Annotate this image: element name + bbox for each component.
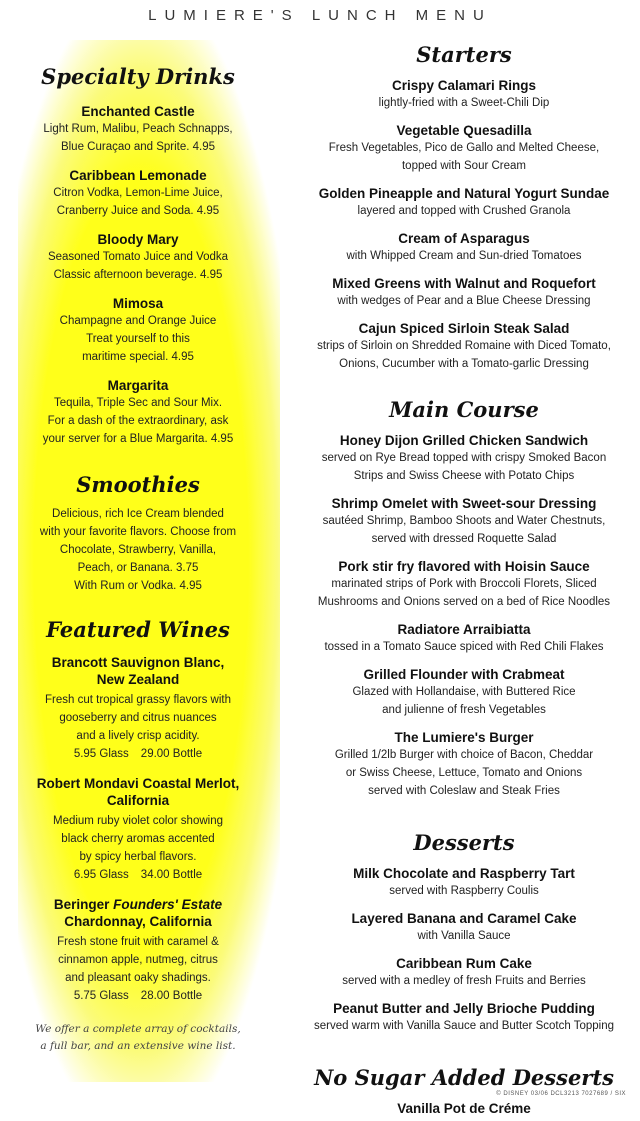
smoothie-desc-line: Peach, or Banana. 3.75 (77, 562, 199, 574)
section-title-specialty-drinks: Specialty Drinks (41, 64, 235, 89)
drink-item (28, 103, 248, 156)
wine-name: New Zealand (96, 672, 180, 687)
menu-item (300, 230, 628, 265)
drink-desc-line: your server for a Blue Margarita. 4.95 (42, 433, 234, 445)
menu-item-desc: Onions, Cucumber with a Tomato-garlic Dressing (339, 358, 589, 370)
smoothies-description (28, 505, 248, 595)
wine-desc-line: gooseberry and citrus nuances (59, 712, 217, 724)
menu-item-name: Peanut Butter and Jelly Brioche Pudding (333, 1001, 595, 1016)
menu-item (300, 185, 628, 220)
wine-desc-line: Medium ruby violet color showing (52, 815, 224, 827)
drink-desc-line: Tequila, Triple Sec and Sour Mix. (53, 397, 223, 409)
menu-item-name: Pork stir fry flavored with Hoisin Sauce (338, 559, 590, 574)
wine-item (28, 896, 248, 1005)
menu-item-desc: topped with Sour Cream (401, 160, 526, 172)
drink-item (28, 377, 248, 448)
menu-item-name: Grilled Flounder with Crabmeat (363, 667, 565, 682)
note-line: We offer a complete array of cocktails, (35, 1023, 241, 1035)
smoothie-desc-line: Chocolate, Strawberry, Vanilla, (59, 544, 217, 556)
menu-item-name: Honey Dijon Grilled Chicken Sandwich (339, 433, 589, 448)
drink-desc-line: Classic afternoon beverage. 4.95 (53, 269, 223, 281)
menu-item-desc: strips of Sirloin on Shredded Romaine with Diced Tomato, (317, 340, 611, 352)
drink-desc-line: Seasoned Tomato Juice and Vodka (47, 251, 229, 263)
menu-item-name: Crispy Calamari Rings (391, 78, 537, 93)
menu-item-name: Golden Pineapple and Natural Yogurt Sundae (318, 186, 610, 201)
smoothie-desc-line: with your favorite flavors. Choose from (39, 526, 237, 538)
menu-item (300, 955, 628, 990)
drink-desc-line: Cranberry Juice and Soda. 4.95 (56, 205, 220, 217)
menu-item (300, 666, 628, 719)
smoothie-desc-line: With Rum or Vodka. 4.95 (74, 580, 202, 592)
drink-desc-line: Treat yourself to this (86, 333, 190, 345)
drink-desc-line: Citron Vodka, Lemon-Lime Juice, (53, 187, 223, 199)
menu-item-desc: Mushrooms and Onions served on a bed of Rice Noodles (317, 596, 611, 608)
wine-glass-price: 6.95 Glass (73, 869, 129, 881)
menu-item (300, 122, 628, 175)
section-title-no-sugar-desserts: No Sugar Added Desserts (314, 1065, 614, 1090)
wine-desc-line: black cherry aromas accented (61, 833, 215, 845)
wine-desc-line: Fresh cut tropical grassy flavors with (45, 694, 231, 706)
menu-item-desc: served with Coleslaw and Steak Fries (368, 785, 560, 797)
drink-name: Caribbean Lemonade (69, 168, 207, 183)
menu-item-desc: with wedges of Pear and a Blue Cheese Dressing (337, 295, 591, 307)
menu-item-name: Vegetable Quesadilla (396, 123, 532, 138)
menu-item-desc: Grilled 1/2lb Burger with choice of Bacon, Cheddar (334, 749, 594, 761)
menu-item-name: Mixed Greens with Walnut and Roquefort (332, 276, 596, 291)
menu-item (300, 320, 628, 373)
drink-desc-line: Champagne and Orange Juice (59, 315, 217, 327)
drink-name: Mimosa (112, 296, 164, 311)
menu-item (300, 77, 628, 112)
menu-item-desc: Strips and Swiss Cheese with Potato Chips (353, 470, 575, 482)
menu-item (300, 1100, 628, 1117)
menu-item-name: Milk Chocolate and Raspberry Tart (353, 866, 575, 881)
wine-list-note (28, 1021, 248, 1055)
menu-item-desc: served with a medley of fresh Fruits and Berries (342, 975, 586, 987)
wine-name: California (106, 793, 170, 808)
drink-name: Enchanted Castle (81, 104, 195, 119)
section-title-main-course: Main Course (389, 397, 539, 422)
menu-item-desc: tossed in a Tomato Sauce spiced with Red Chili Flakes (324, 641, 604, 653)
wine-name (28, 896, 248, 913)
menu-item-desc: Glazed with Hollandaise, with Buttered Rice (352, 686, 576, 698)
section-title-featured-wines: Featured Wines (46, 617, 230, 642)
menu-item-desc: layered and topped with Crushed Granola (357, 205, 571, 217)
wine-desc-line: Fresh stone fruit with caramel & (57, 936, 219, 948)
wine-price-line (28, 866, 248, 884)
menu-item (300, 1000, 628, 1035)
menu-item-desc: sautéed Shrimp, Bamboo Shoots and Water Chestnuts, (322, 515, 606, 527)
section-title-desserts: Desserts (413, 830, 515, 855)
page-title: LUMIERE'S LUNCH MENU (148, 7, 492, 24)
footer-code: © DISNEY 03/06 DCL3213 7027689 / SIX (496, 1091, 626, 1097)
menu-item-desc: served with dressed Roquette Salad (371, 533, 557, 545)
wine-bottle-price: 28.00 Bottle (140, 990, 203, 1002)
menu-item-desc: with Vanilla Sauce (417, 930, 511, 942)
menu-item-name: Cajun Spiced Sirloin Steak Salad (358, 321, 570, 336)
menu-item-name: Cream of Asparagus (398, 231, 530, 246)
drink-desc-line: maritime special. 4.95 (82, 351, 194, 363)
menu-item-name: Shrimp Omelet with Sweet-sour Dressing (331, 496, 597, 511)
smoothie-desc-line: Delicious, rich Ice Cream blended (52, 508, 224, 520)
menu-item-desc: served with Raspberry Coulis (389, 885, 539, 897)
wine-price-line (28, 745, 248, 763)
menu-item (300, 558, 628, 611)
menu-item-desc: or Swiss Cheese, Lettuce, Tomato and Onions (345, 767, 583, 779)
drinks-column (28, 64, 248, 1055)
wine-name-part: Beringer (53, 897, 114, 912)
wine-glass-price: 5.95 Glass (73, 748, 129, 760)
drink-item (28, 167, 248, 220)
drink-name: Bloody Mary (97, 232, 179, 247)
menu-item (300, 865, 628, 900)
wine-desc-line: cinnamon apple, nutmeg, citrus (58, 954, 218, 966)
wine-name: Brancott Sauvignon Blanc, (51, 655, 225, 670)
drink-desc-line: Blue Curaçao and Sprite. 4.95 (60, 141, 216, 153)
wine-desc-line: and a lively crisp acidity. (76, 730, 200, 742)
wine-glass-price: 5.75 Glass (73, 990, 129, 1002)
menu-item (300, 621, 628, 656)
wine-item (28, 775, 248, 884)
wine-desc-line: and pleasant oaky shadings. (65, 972, 211, 984)
section-title-starters: Starters (416, 42, 512, 67)
drink-item (28, 231, 248, 284)
menu-item-name: Layered Banana and Caramel Cake (351, 911, 577, 926)
menu-item (300, 432, 628, 485)
menu-item-desc: and julienne of fresh Vegetables (382, 704, 546, 716)
wine-desc-line: by spicy herbal flavors. (79, 851, 197, 863)
drink-desc-line: For a dash of the extraordinary, ask (47, 415, 229, 427)
menu-item-desc: with Whipped Cream and Sun-dried Tomatoes (346, 250, 582, 262)
menu-item-desc: Fresh Vegetables, Pico de Gallo and Melted Cheese, (328, 142, 600, 154)
menu-item-desc: served on Rye Bread topped with crispy Smoked Bacon (321, 452, 607, 464)
menu-item-desc: served warm with Vanilla Sauce and Butter Scotch Topping (313, 1020, 615, 1032)
note-line: a full bar, and an extensive wine list. (40, 1040, 236, 1052)
wine-price-line (28, 987, 248, 1005)
menu-item-name: The Lumiere's Burger (394, 730, 534, 745)
menu-item (300, 495, 628, 548)
wine-bottle-price: 29.00 Bottle (140, 748, 203, 760)
drink-desc-line: Light Rum, Malibu, Peach Schnapps, (43, 123, 233, 135)
menu-item-name: Vanilla Pot de Créme (397, 1101, 531, 1116)
wine-name: Robert Mondavi Coastal Merlot, (36, 776, 240, 791)
menu-item (300, 275, 628, 310)
wine-item (28, 654, 248, 763)
drink-name: Margarita (107, 378, 169, 393)
menu-item (300, 729, 628, 800)
food-column (300, 42, 628, 1117)
wine-bottle-price: 34.00 Bottle (140, 869, 203, 881)
section-title-smoothies: Smoothies (76, 472, 200, 497)
menu-item-desc: lightly-fried with a Sweet-Chili Dip (378, 97, 550, 109)
menu-item-name: Caribbean Rum Cake (396, 956, 532, 971)
menu-item-desc: marinated strips of Pork with Broccoli Florets, Sliced (331, 578, 597, 590)
wine-name: Chardonnay, California (64, 914, 212, 929)
wine-name-italic: Founders' Estate (113, 897, 223, 912)
menu-item-name: Radiatore Arraibiatta (397, 622, 531, 637)
drink-item (28, 295, 248, 366)
menu-item (300, 910, 628, 945)
